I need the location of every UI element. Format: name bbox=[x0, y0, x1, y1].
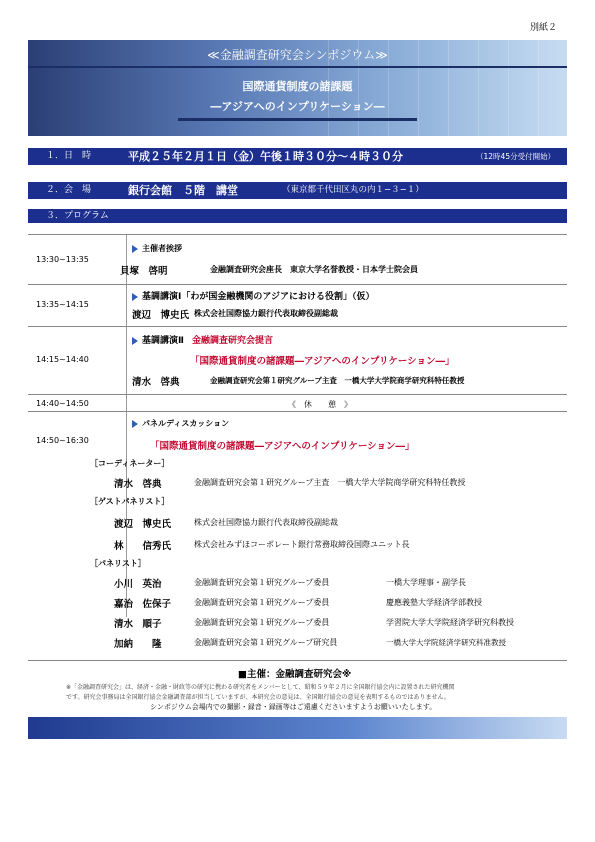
panel-role: 金融調査研究会第１研究グループ研究員 bbox=[194, 638, 338, 647]
program-label: ３．プログラム bbox=[46, 211, 109, 221]
banner-title: 国際通貨制度の諸課題 bbox=[242, 80, 353, 93]
venue-label: ２．会 場 bbox=[46, 185, 92, 195]
program-row bbox=[28, 284, 567, 327]
footer-bar bbox=[28, 717, 567, 739]
triangle-icon bbox=[132, 337, 138, 345]
venue-bar bbox=[28, 182, 567, 199]
program-row-break bbox=[28, 394, 567, 412]
row-title: 基調講演Ⅱ 金融調査研究会提言 bbox=[132, 333, 273, 346]
panel-role: 株式会社国際協力銀行代表取締役副総裁 bbox=[194, 518, 338, 527]
coordinator-label: ［コーディネーター］ bbox=[90, 459, 170, 468]
panel-affiliation: 学習院大学大学院経済学研究科教授 bbox=[386, 618, 514, 627]
speaker-name: 渡辺 博史氏 bbox=[132, 310, 190, 321]
speaker-name: 貝塚 啓明 bbox=[120, 266, 168, 277]
panel-affiliation: 慶應義塾大学経済学部教授 bbox=[386, 598, 482, 607]
row-title: パネルディスカッション bbox=[132, 418, 229, 429]
reception-time: （12時45分受付開始） bbox=[476, 152, 556, 161]
row-topic: 「国際通貨制度の諸課題―アジアへのインプリケーション―」 bbox=[190, 356, 455, 367]
sponsor: ■主催：金融調査研究会※ bbox=[238, 669, 352, 680]
program-row bbox=[28, 234, 567, 285]
program-bar bbox=[28, 209, 567, 223]
footnote-line-2: です。研究会事務局は全国銀行協会金融調査部が担当していますが、本研究会の意見は、全国銀行協会の意見を表明するものではありません。 bbox=[66, 694, 450, 701]
notice: シンポジウム会場内での撮影・録音・録画等はご遠慮くださいますようお願いいたします。 bbox=[150, 703, 437, 711]
panel-name: 林 信秀氏 bbox=[114, 541, 172, 552]
banner-subtitle: ―アジアへのインプリケーション― bbox=[210, 100, 385, 113]
panel-role: 金融調査研究会第１研究グループ委員 bbox=[194, 578, 330, 587]
row-time: 13:35~14:15 bbox=[36, 300, 89, 309]
row-title: 基調講演Ⅰ「わが国金融機関のアジアにおける役割」（仮） bbox=[132, 289, 375, 302]
datetime-bar bbox=[28, 148, 567, 165]
program-row bbox=[28, 326, 567, 395]
speaker-role: 株式会社国際協力銀行代表取締役副総裁 bbox=[194, 309, 338, 318]
footnote-line-1: ※「金融調査研究会」は、経済・金融・財政等の研究に携わる研究者をメンバーとして、昭和５９年２月に全国銀行協会内に設置された研究機関 bbox=[66, 684, 455, 691]
row-title: 主催者挨拶 bbox=[132, 243, 182, 254]
table-bottom bbox=[28, 660, 567, 661]
panel-name: 渡辺 博史氏 bbox=[114, 519, 172, 530]
program-row bbox=[28, 411, 567, 661]
triangle-icon bbox=[132, 293, 138, 301]
venue-name: 銀行会館 ５階 講堂 bbox=[128, 184, 238, 197]
triangle-icon bbox=[132, 420, 138, 428]
panelist-label: ［パネリスト］ bbox=[90, 559, 146, 568]
panel-name: 清水 順子 bbox=[114, 619, 162, 630]
program-table bbox=[28, 228, 567, 660]
row-time: 14:15~14:40 bbox=[36, 355, 89, 364]
venue-address: （東京都千代田区丸の内１−３−１） bbox=[282, 185, 424, 195]
row-time: 14:50~16:30 bbox=[36, 436, 89, 445]
guest-label: ［ゲストパネリスト］ bbox=[90, 497, 170, 506]
panel-name: 嘉治 佐保子 bbox=[114, 599, 172, 610]
panel-role: 株式会社みずほコーポレート銀行常務取締役国際ユニット長 bbox=[194, 540, 410, 549]
panel-role: 金融調査研究会第１研究グループ委員 bbox=[194, 598, 330, 607]
datetime-value: 平成２５年２月１日（金）午後１時３０分～４時３０分 bbox=[128, 150, 403, 163]
speaker-role: 金融調査研究会座長 東京大学名誉教授・日本学士院会員 bbox=[210, 265, 418, 274]
panel-role: 金融調査研究会第１研究グループ委員 bbox=[194, 618, 330, 627]
panel-name: 加納 隆 bbox=[114, 639, 162, 650]
panel-name: 清水 啓典 bbox=[114, 479, 162, 490]
panel-affiliation: 一橋大学理事・副学長 bbox=[386, 578, 466, 587]
speaker-role: 金融調査研究会第１研究グループ主査 一橋大学大学院商学研究科特任教授 bbox=[210, 376, 465, 385]
datetime-label: １．日 時 bbox=[46, 151, 92, 161]
panel-affiliation: 一橋大学大学院経済学研究科准教授 bbox=[386, 638, 506, 647]
row-topic: 「国際通貨制度の諸課題―アジアへのインプリケーション―」 bbox=[150, 441, 415, 452]
speaker-name: 清水 啓典 bbox=[132, 377, 180, 388]
symposium-label: ≪金融調査研究会シンポジウム≫ bbox=[207, 48, 388, 62]
row-time: 14:40~14:50 bbox=[36, 399, 89, 408]
row-time: 13:30~13:35 bbox=[36, 255, 89, 264]
triangle-icon bbox=[132, 245, 138, 253]
break-label: 《 休 憩 》 bbox=[288, 400, 352, 409]
banner bbox=[28, 40, 567, 136]
annex-label: 別紙２ bbox=[530, 23, 558, 33]
panel-name: 小川 英治 bbox=[114, 579, 162, 590]
panel-role: 金融調査研究会第１研究グループ主査 一橋大学大学院商学研究科特任教授 bbox=[194, 478, 466, 487]
